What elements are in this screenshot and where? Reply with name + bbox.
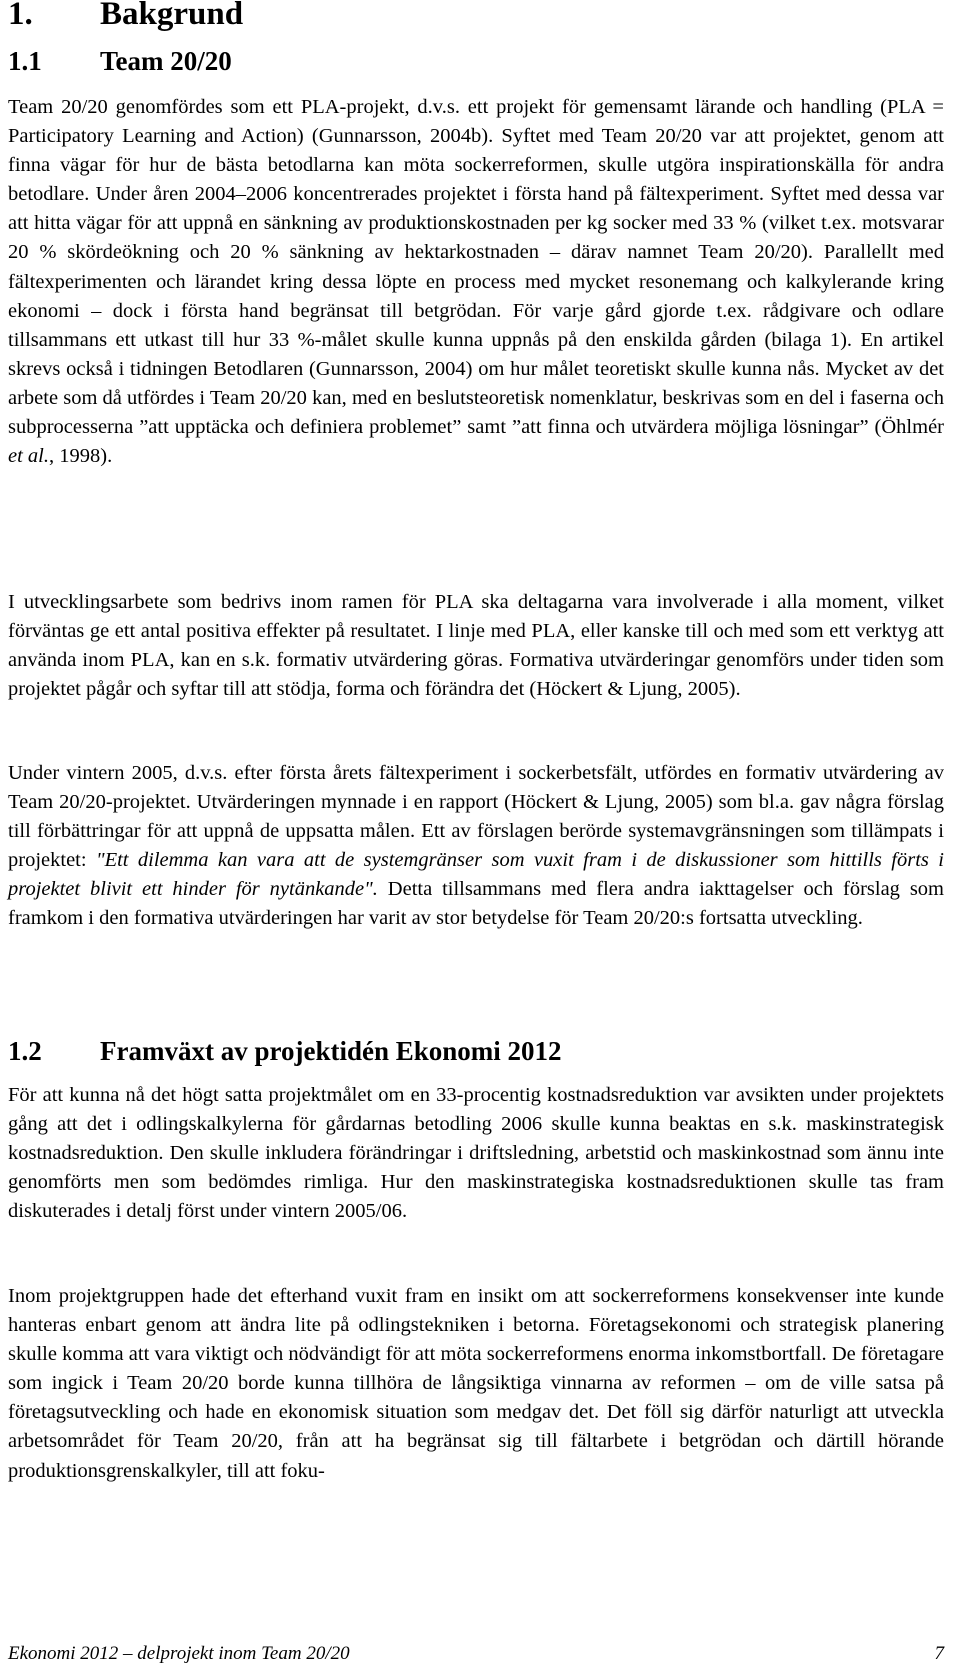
section-number: 1.2 [8,1036,42,1066]
paragraph-text-end: Detta tillsammans med flera andra iakttagelser och förslag som framkom i den formativa utvärderingen har varit av stor betydelse för Team 20/20:s fortsatta utveckling. [8,878,944,930]
paragraph-2 [8,588,944,704]
quote-text: "Ett dilemma kan vara att de systemgränser som vuxit fram i de diskussioner som hittills förts i projektet blivit ett hinder för nytänkande". [8,849,945,901]
page-number: 7 [934,1643,944,1664]
section-number: 1.1 [8,46,42,76]
chapter-heading [8,0,243,34]
section-heading-1-2 [8,1034,562,1068]
section-title: Framväxt av projektidén Ekonomi 2012 [100,1036,562,1066]
paragraph-5 [8,1282,944,1486]
paragraph-text: Team 20/20 genomfördes som ett PLA-projekt, d.v.s. ett projekt för gemensamt lärande och handling (PLA = Participatory Learning and Action) (Gunnarsson, 2004b). Syftet med Team 20/20 var att projektet, genom att finna vägar för hur de bästa betodlarna kan möta sockerreformen, skulle utgöra inspirationskälla för andra betodlare. Under åren 2004–2006 koncentrerades projektet i första hand på fältexperiment. Syftet med dessa var att hitta vägar för att uppnå en sänkning av produktionskostnaden per kg socker med 33 % (vilket t.ex. motsvarar 20 % skördeökning och 20 % sänkning av hektarkostnaden – därav namnet Team 20/20). Parallellt med fältexperimenten och lärandet kring dessa löpte en process med mycket resonemang och kalkylerande kring ekonomi – dock i första hand begränsat till betgrödan. För varje gård gjorde t.ex. rådgivare och odlare tillsammans ett utkast till hur 33 %-målet skulle kunna uppnås på den enskilda gården (bilaga 1). En artikel skrevs också i tidningen Betodlaren (Gunnarsson, 2004) om hur målet teoretiskt skulle kunna nås. Mycket av det arbete som då utfördes i Team 20/20 kan, med en beslutsteoretisk nomenklatur, beskrivas som en del i faserna och subprocesserna ”att upptäcka och definiera problemet” samt ”att finna och utvärdera möjliga lösningar” (Öhlmér [8,96,944,439]
citation-etal: et al. [8,445,49,468]
paragraph-4 [8,1081,944,1226]
paragraph-3 [8,759,944,934]
chapter-number: 1. [8,0,33,32]
paragraph-text: För att kunna nå det högt satta projektmålet om en 33-procentig kostnadsreduktion var avsikten under projektets gång att det i odlingskalkylerna för gårdarnas betodling 2006 skulle kunna beaktas en s.k. maskinstrategisk kostnadsreduktion. Den skulle inkludera förändringar i driftsledning, arbetstid och maskinkostnad som ännu inte genomförts men som bedömdes rimliga. Hur den maskinstrategiska kostnadsreduktionen skulle tas fram diskuterades i detalj först under vintern 2005/06. [8,1084,944,1223]
paragraph-text: Inom projektgruppen hade det efterhand vuxit fram en insikt om att sockerreformens konsekvenser inte kunde hanteras enbart genom att ändra lite på odlingstekniken i betorna. Företagsekonomi och strategisk planering skulle komma att vara viktigt och nödvändigt för att möta sockerreformens enorma inkomstbortfall. De företagare som ingick i Team 20/20 borde kunna tillhöra de långsiktiga vinnarna av reformen – om de ville satsa på företagsutveckling och hade en ekonomisk situation som medgav det. Det föll sig därför naturligt att utveckla arbetsområdet för Team 20/20, från att ha begränsat sig till fältarbete i betgrödan och därtill hörande produktionsgrenskalkyler, till att foku- [8,1285,944,1482]
paragraph-1 [8,93,944,471]
section-heading-1-1 [8,44,232,78]
footer-title: Ekonomi 2012 – delprojekt inom Team 20/20 [8,1643,350,1664]
section-title: Team 20/20 [100,46,232,76]
page-footer [8,1641,944,1667]
paragraph-text: Under vintern 2005, d.v.s. efter första årets fältexperiment i sockerbetsfält, utfördes en formativ utvärdering av Team 20/20-projektet. Utvärderingen mynnade i en rapport (Höckert & Ljung, 2005) som bl.a. gav några förslag till förbättringar för att uppnå de uppsatta målen. Ett av förslagen berörde systemavgränsningen som tillämpats i projektet: [8,762,944,872]
paragraph-text-end: , 1998). [49,445,113,468]
chapter-title: Bakgrund [100,0,244,32]
paragraph-text: I utvecklingsarbete som bedrivs inom ramen för PLA ska deltagarna vara involverade i alla moment, vilket förväntas ge ett antal positiva effekter på resultatet. I linje med PLA, eller kanske till och med som ett verktyg att använda inom PLA, kan en s.k. formativ utvärdering göras. Formativa utvärderingar genomförs under tiden som projektet pågår och syftar till att stödja, forma och förändra det (Höckert & Ljung, 2005). [8,591,944,701]
